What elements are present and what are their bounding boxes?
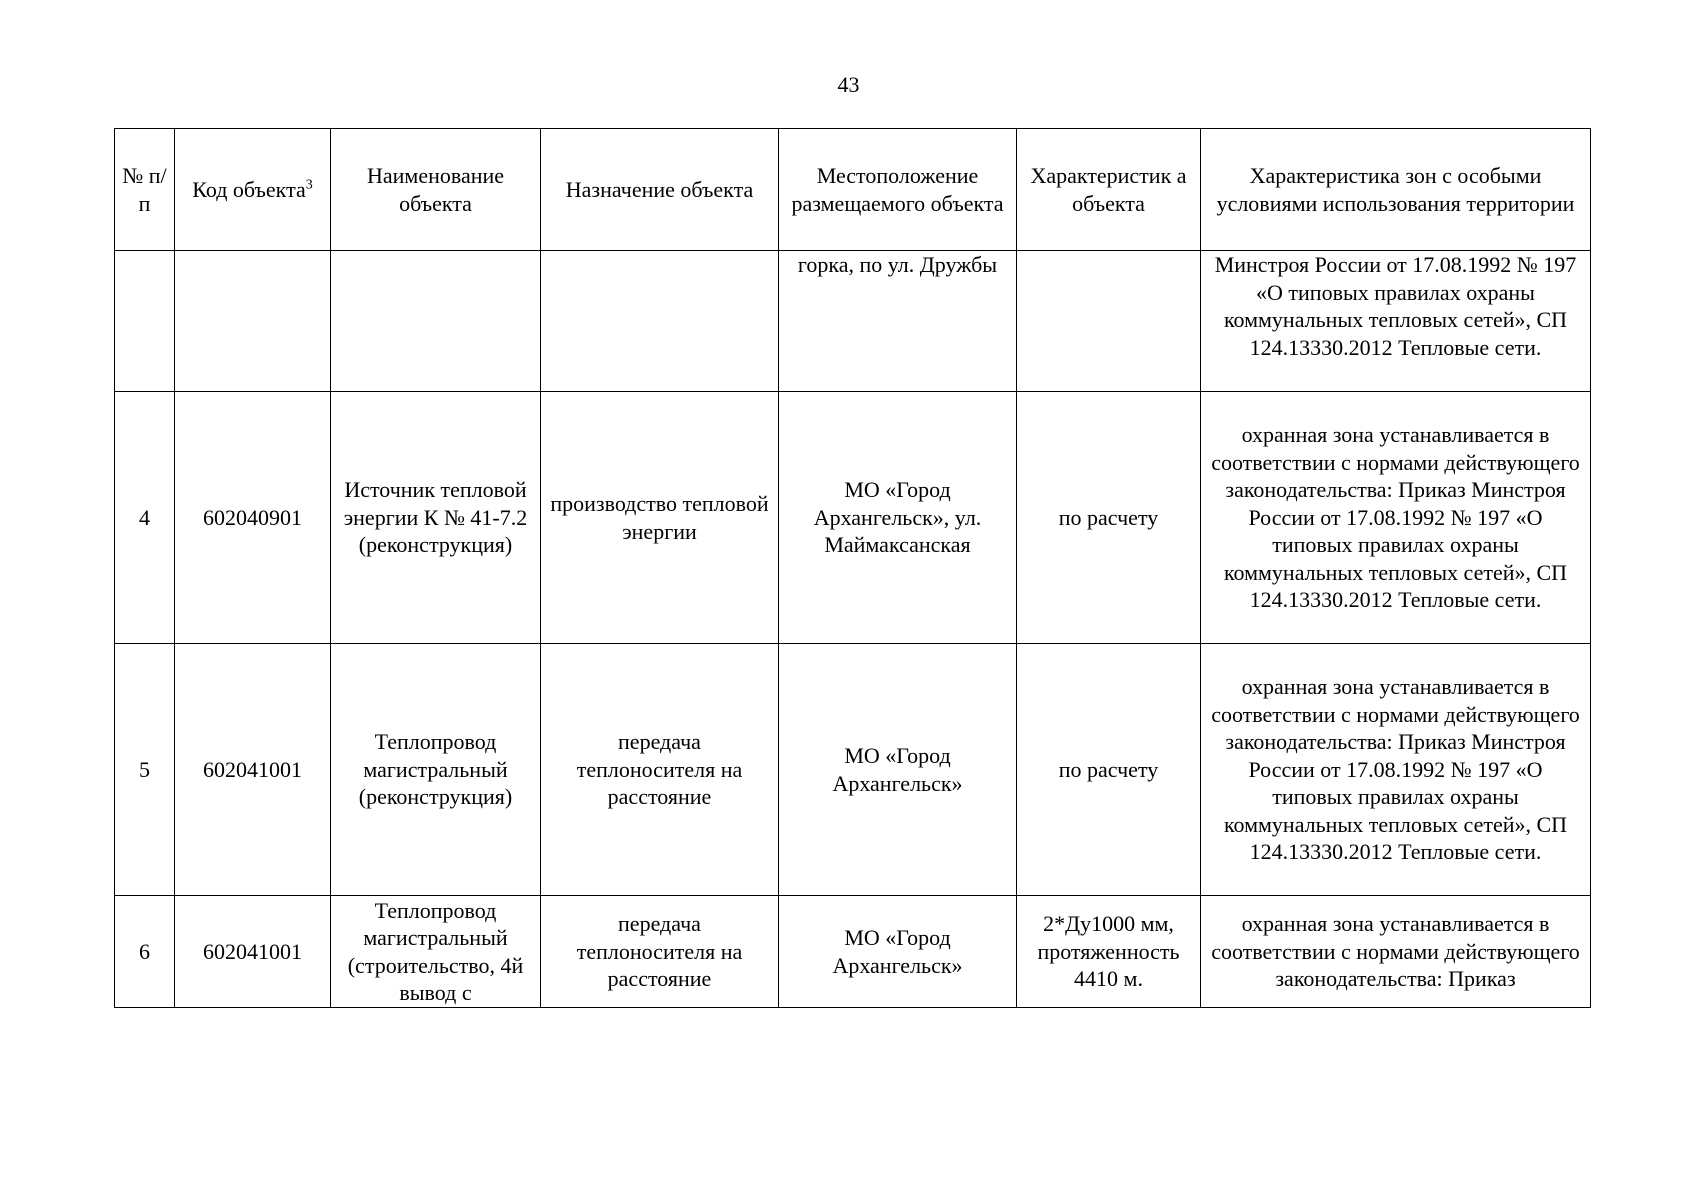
cell-name: Источник тепловой энергии К № 41-7.2 (реконструкция) xyxy=(331,392,541,644)
cell-zones: охранная зона устанавливается в соответствии с нормами действующего законодательства: Приказ xyxy=(1201,896,1591,1008)
table-row xyxy=(115,251,1591,392)
cell-name xyxy=(331,251,541,392)
cell-location: МО «Город Архангельск» xyxy=(779,896,1017,1008)
cell-purpose: производство тепловой энергии xyxy=(541,392,779,644)
cell-num xyxy=(115,251,175,392)
header-purpose: Назначение объекта xyxy=(541,129,779,251)
header-characteristic: Характеристик а объекта xyxy=(1017,129,1201,251)
header-code-label: Код объекта xyxy=(192,176,306,202)
table-header-row xyxy=(115,129,1591,251)
footnote-marker: 3 xyxy=(305,177,313,193)
cell-code: 602041001 xyxy=(175,896,331,1008)
cell-zones: охранная зона устанавливается в соответствии с нормами действующего законодательства: Приказ Минстроя России от 17.08.1992 № 197 «О типовых правилах охраны коммунальных тепловых сетей», СП 124.13330.2012 Тепловые сети. xyxy=(1201,644,1591,896)
cell-characteristic: 2*Ду1000 мм, протяженность 4410 м. xyxy=(1017,896,1201,1008)
cell-purpose xyxy=(541,251,779,392)
cell-zones: Минстроя России от 17.08.1992 № 197 «О типовых правилах охраны коммунальных тепловых сетей», СП 124.13330.2012 Тепловые сети. xyxy=(1201,251,1591,392)
cell-location: горка, по ул. Дружбы xyxy=(779,251,1017,392)
cell-code: 602041001 xyxy=(175,644,331,896)
cell-num: 5 xyxy=(115,644,175,896)
header-location: Местоположение размещаемого объекта xyxy=(779,129,1017,251)
header-code xyxy=(175,129,331,251)
table-row xyxy=(115,392,1591,644)
cell-characteristic xyxy=(1017,251,1201,392)
objects-table xyxy=(114,128,1591,1008)
cell-purpose: передача теплоносителя на расстояние xyxy=(541,644,779,896)
header-zones: Характеристика зон с особыми условиями использования территории xyxy=(1201,129,1591,251)
cell-name: Теплопровод магистральный (реконструкция) xyxy=(331,644,541,896)
table-row xyxy=(115,644,1591,896)
header-num: № п/п xyxy=(115,129,175,251)
cell-characteristic: по расчету xyxy=(1017,644,1201,896)
cell-location: МО «Город Архангельск» xyxy=(779,644,1017,896)
cell-purpose: передача теплоносителя на расстояние xyxy=(541,896,779,1008)
cell-num: 6 xyxy=(115,896,175,1008)
cell-location: МО «Город Архангельск», ул. Маймаксанская xyxy=(779,392,1017,644)
cell-code xyxy=(175,251,331,392)
cell-code: 602040901 xyxy=(175,392,331,644)
cell-zones: охранная зона устанавливается в соответствии с нормами действующего законодательства: Приказ Минстроя России от 17.08.1992 № 197 «О типовых правилах охраны коммунальных тепловых сетей», СП 124.13330.2012 Тепловые сети. xyxy=(1201,392,1591,644)
cell-name: Теплопровод магистральный (строительство, 4й вывод с xyxy=(331,896,541,1008)
page-number: 43 xyxy=(837,72,860,97)
cell-num: 4 xyxy=(115,392,175,644)
cell-characteristic: по расчету xyxy=(1017,392,1201,644)
header-name: Наименование объекта xyxy=(331,129,541,251)
table-row xyxy=(115,896,1591,1008)
